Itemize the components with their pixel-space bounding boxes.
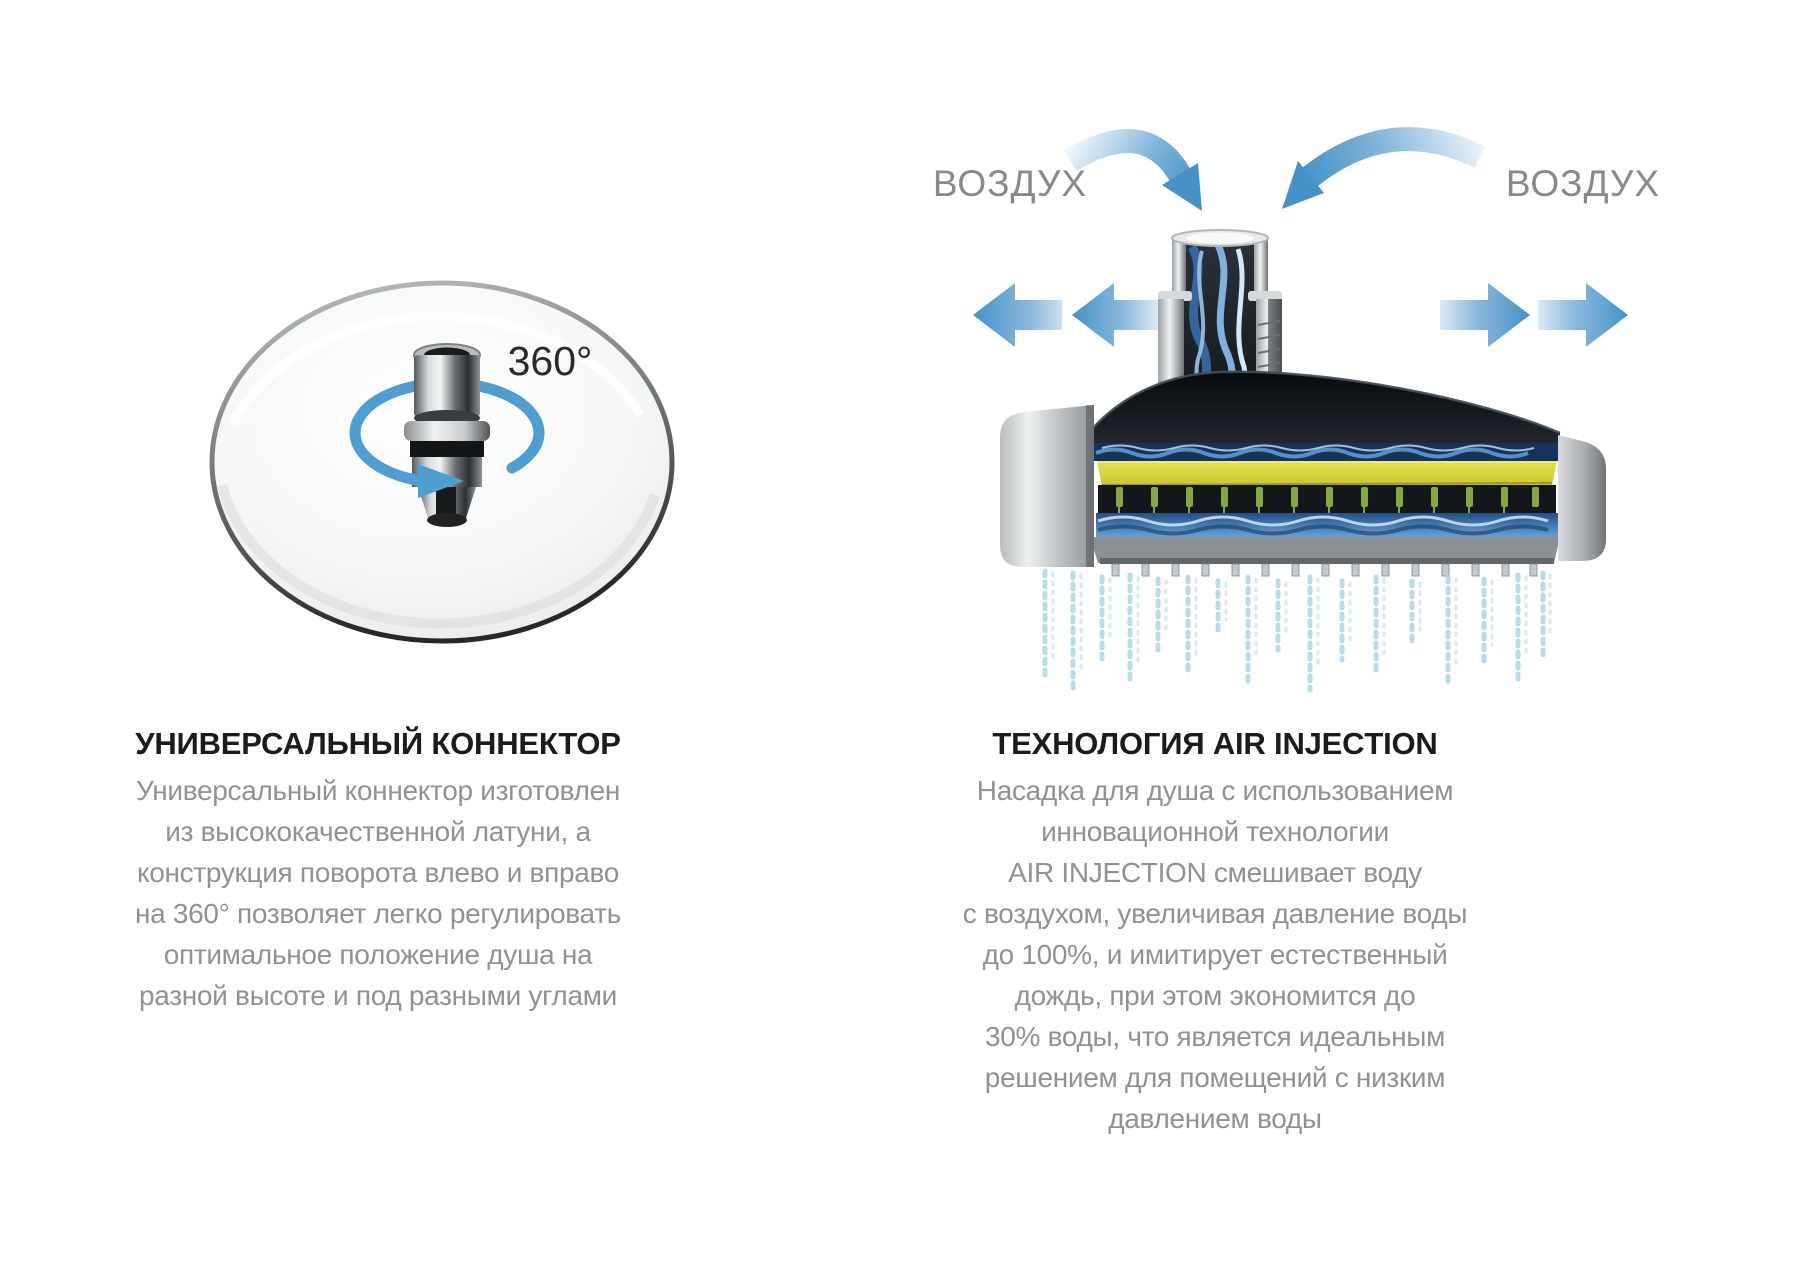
body-line: оптимальное положение душа на bbox=[163, 939, 593, 970]
air-arrow-left-1-icon bbox=[973, 283, 1062, 347]
left-chrome-cap bbox=[1000, 405, 1094, 567]
body-line: Насадка для душа с использованием bbox=[976, 775, 1454, 806]
left-section-body bbox=[108, 770, 648, 1016]
universal-connector-image bbox=[160, 235, 720, 675]
body-line: на 360° позволяет легко регулировать bbox=[134, 898, 622, 929]
right-section bbox=[945, 726, 1485, 1139]
body-line: с воздухом, увеличивая давление воды bbox=[962, 898, 1468, 929]
body-line: давлением воды bbox=[1108, 1103, 1322, 1134]
air-injection-image bbox=[840, 115, 1680, 695]
right-section-title: ТЕХНОЛОГИЯ AIR INJECTION bbox=[992, 726, 1438, 761]
air-arrow-right-2-icon bbox=[1538, 283, 1628, 347]
body-line: решением для помещений с низким bbox=[984, 1062, 1446, 1093]
curved-air-arrow-left-icon bbox=[1070, 141, 1202, 211]
left-section bbox=[108, 726, 648, 1016]
body-line: разной высоте и под разными углами bbox=[138, 980, 618, 1011]
air-injection-illustration bbox=[840, 115, 1680, 695]
body-line: инновационной технологии bbox=[1041, 816, 1389, 847]
shower-disc-illustration bbox=[160, 235, 720, 675]
water-spray bbox=[1045, 571, 1550, 690]
body-line: дождь, при этом экономится до bbox=[1014, 980, 1416, 1011]
body-line: из высококачественной латуни, а bbox=[165, 816, 591, 847]
body-line: 30% воды, что является идеальным bbox=[984, 1021, 1446, 1052]
face-plate-nozzles bbox=[1112, 564, 1537, 576]
body-line: AIR INJECTION смешивает воду bbox=[1008, 857, 1422, 888]
left-section-title: УНИВЕРСАЛЬНЫЙ КОННЕКТОР bbox=[135, 726, 621, 761]
air-arrow-left-2-icon bbox=[1072, 283, 1158, 347]
air-label-left: ВОЗДУХ bbox=[932, 163, 1088, 204]
air-label-right: ВОЗДУХ bbox=[1505, 163, 1661, 204]
air-arrow-right-1-icon bbox=[1440, 283, 1530, 347]
body-line: Универсальный коннектор изготовлен bbox=[136, 775, 620, 806]
shower-head-cutaway bbox=[1000, 372, 1606, 576]
rotation-degree-label: 360° bbox=[507, 338, 593, 384]
right-section-body bbox=[945, 770, 1485, 1139]
right-chrome-cap bbox=[1558, 435, 1606, 561]
body-line: до 100%, и имитирует естественный bbox=[982, 939, 1448, 970]
curved-air-arrow-right-icon bbox=[1282, 139, 1480, 209]
body-line: конструкция поворота влево и вправо bbox=[136, 857, 620, 888]
